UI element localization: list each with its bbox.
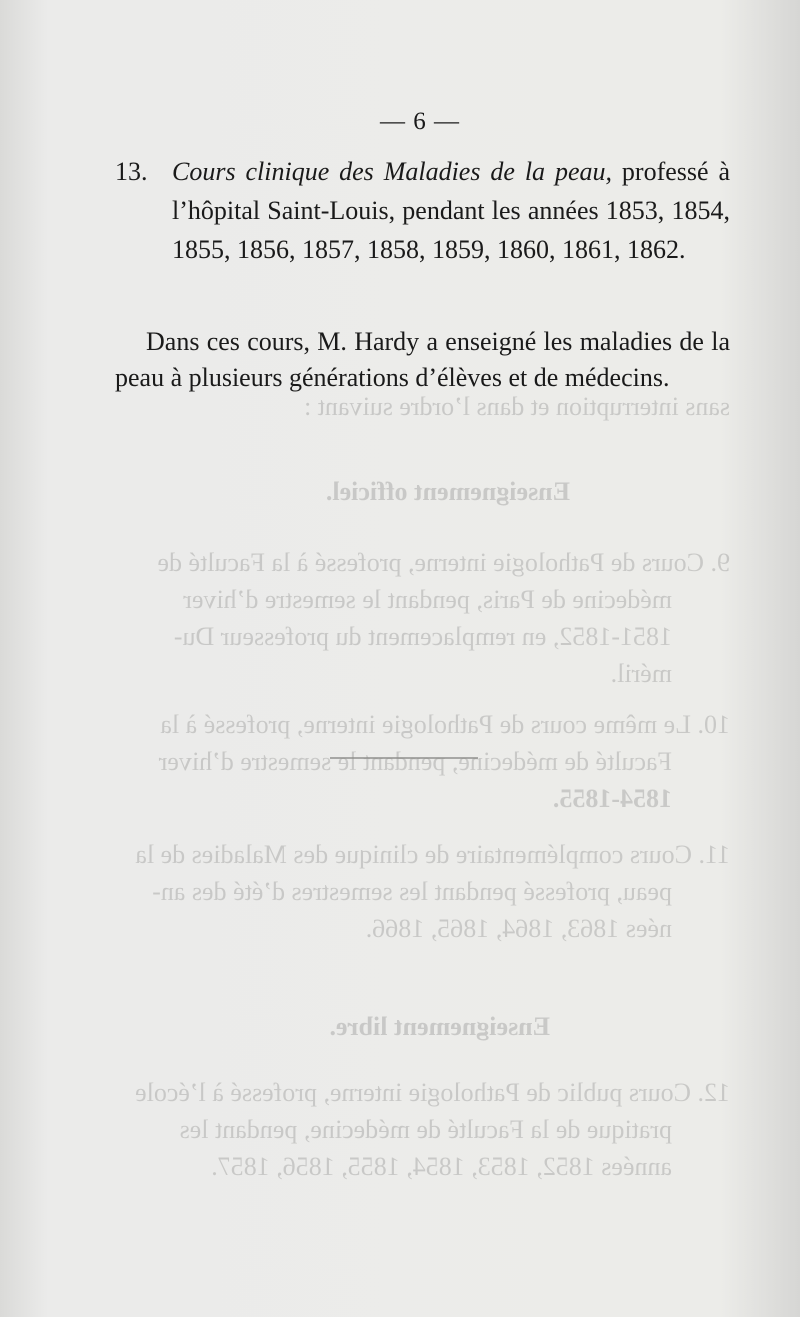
entry-body bbox=[172, 152, 730, 269]
bleed-line: nées 1863, 1864, 1865, 1866. bbox=[365, 914, 672, 943]
bleed-line: années 1852, 1853, 1854, 1855, 1856, 1857. bbox=[211, 1152, 672, 1181]
bleed-line: 9. Cours de Pathologie interne, professé à la Faculté de bbox=[157, 548, 730, 577]
entry-title: Cours clinique des Maladies de la peau, bbox=[172, 157, 612, 186]
bleed-line: peau, professé pendant les semestres d’été des an- bbox=[152, 877, 672, 906]
bleed-line: 10. Le même cours de Pathologie interne, professé à la bbox=[160, 710, 730, 739]
body-paragraph: Dans ces cours, M. Hardy a enseigné les maladies de la peau à plusieurs générations d’élèves et de médecins. bbox=[115, 327, 730, 392]
bleed-through-rule bbox=[330, 757, 478, 759]
bleed-line: médecine de Paris, pendant le semestre d’hiver bbox=[183, 585, 672, 614]
bleed-line: 1854-1855. bbox=[552, 784, 672, 813]
bleed-line: 1851-1852, en remplacement du professeur Du- bbox=[173, 622, 672, 651]
bleed-line: sans interruption et dans l’ordre suivant : bbox=[303, 392, 730, 421]
bleed-line: pratique de la Faculté de médecine, pendant les bbox=[179, 1115, 672, 1144]
bleed-line: méril. bbox=[610, 659, 672, 688]
bleed-line: 12. Cours public de Pathologie interne, professé à l’école bbox=[135, 1078, 730, 1107]
list-entry bbox=[115, 152, 730, 269]
bleed-line: Faculté de médecine, pendant le semestre d’hiver bbox=[158, 747, 672, 776]
entry-text: professé à l’hôpital Saint-Louis, pendant les années 1853, 1854, 1855, 1856, 1857, 1858, 1859, 1860, 1861, 1862. bbox=[172, 157, 730, 264]
bleed-line: 11. Cours complémentaire de clinique des Maladies de la bbox=[135, 840, 730, 869]
bleed-line: Enseignement officiel. bbox=[325, 477, 570, 506]
bleed-line: Enseignement libre. bbox=[329, 1012, 550, 1041]
page-number: — 6 — bbox=[380, 108, 460, 135]
entry-number: 13. bbox=[115, 157, 148, 186]
